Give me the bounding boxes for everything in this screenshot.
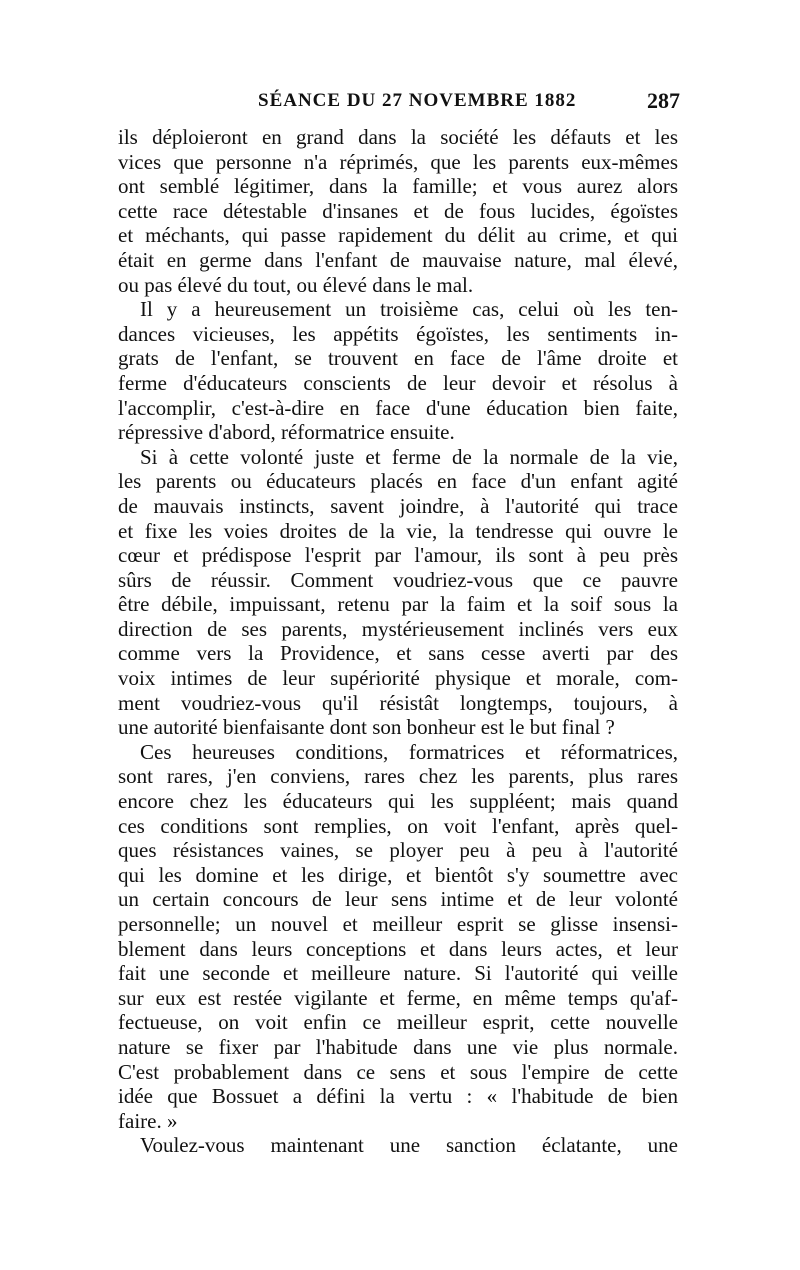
text-line: voix intimes de leur supériorité physique et morale, com- xyxy=(118,666,678,691)
running-head xyxy=(120,88,680,118)
text-line: Ces heureuses conditions, formatrices et réformatrices, xyxy=(140,739,678,764)
text-line: personnelle; un nouvel et meilleur esprit se glisse insensi- xyxy=(118,912,678,936)
text-line: vices que personne n'a réprimés, que les parents eux-mêmes xyxy=(118,149,678,174)
text-line: comme vers la Providence, et sans cesse averti par des xyxy=(118,641,678,666)
text-line: faire. » xyxy=(118,1108,178,1133)
text-line: encore chez les éducateurs qui les suppléent; mais quand xyxy=(118,789,678,814)
text-line: les parents ou éducateurs placés en face d'un enfant agité xyxy=(118,469,678,494)
text-line: être débile, impuissant, retenu par la faim et la soif sous la xyxy=(118,592,678,617)
text-line: l'accomplir, c'est-à-dire en face d'une éducation bien faite, xyxy=(118,395,678,420)
text-line: ils déploieront en grand dans la société les défauts et les xyxy=(118,125,678,149)
text-line: blement dans leurs conceptions et dans leurs actes, et leur xyxy=(118,936,678,961)
text-line: ferme d'éducateurs conscients de leur devoir et résolus à xyxy=(118,370,678,395)
text-line: ces conditions sont remplies, on voit l'enfant, après quel- xyxy=(118,813,678,838)
text-line: de mauvais instincts, savent joindre, à l'autorité qui trace xyxy=(118,493,678,518)
running-title: SÉANCE DU 27 NOVEMBRE 1882 xyxy=(258,90,577,111)
text-line: un certain concours de leur sens intime et de leur volonté xyxy=(118,887,678,912)
text-line: ques résistances vaines, se ployer peu à peu à l'autorité xyxy=(118,838,678,863)
text-line: ont semblé légitimer, dans la famille; et vous aurez alors xyxy=(118,174,678,199)
text-line: qui les domine et les dirige, et bientôt s'y soumettre avec xyxy=(118,862,678,887)
text-line: et méchants, qui passe rapidement du délit au crime, et qui xyxy=(118,223,678,248)
text-line: répressive d'abord, réformatrice ensuite. xyxy=(118,420,455,445)
text-line: fait une seconde et meilleure nature. Si l'autorité qui veille xyxy=(118,961,678,986)
text-line: grats de l'enfant, se trouvent en face de l'âme droite et xyxy=(118,346,678,371)
text-line: sûrs de réussir. Comment voudriez-vous que ce pauvre xyxy=(118,567,678,592)
text-line: Si à cette volonté juste et ferme de la normale de la vie, xyxy=(140,444,678,469)
body-text xyxy=(118,125,678,1158)
text-line: Voulez-vous maintenant une sanction éclatante, une xyxy=(140,1133,678,1158)
text-line: cœur et prédispose l'esprit par l'amour, ils sont à peu près xyxy=(118,543,678,568)
text-line: était en germe dans l'enfant de mauvaise nature, mal élevé, xyxy=(118,247,678,272)
text-line: sont rares, j'en conviens, rares chez les parents, plus rares xyxy=(118,764,678,789)
text-line: et fixe les voies droites de la vie, la tendresse qui ouvre le xyxy=(118,518,678,543)
text-line: idée que Bossuet a défini la vertu : « l'habitude de bien xyxy=(118,1084,678,1109)
text-line: direction de ses parents, mystérieusement inclinés vers eux xyxy=(118,616,678,641)
text-line: fectueuse, on voit enfin ce meilleur esprit, cette nouvelle xyxy=(118,1010,678,1035)
text-line: nature se fixer par l'habitude dans une vie plus normale. xyxy=(118,1034,678,1059)
text-line: cette race détestable d'insanes et de fous lucides, égoïstes xyxy=(118,198,678,223)
text-line: sur eux est restée vigilante et ferme, en même temps qu'af- xyxy=(118,985,678,1010)
text-line: une autorité bienfaisante dont son bonheur est le but final ? xyxy=(118,715,615,740)
text-line: Il y a heureusement un troisième cas, celui où les ten- xyxy=(140,297,678,322)
text-line: dances vicieuses, les appétits égoïstes, les sentiments in- xyxy=(118,321,678,346)
page-number: 287 xyxy=(647,88,680,113)
text-line: ment voudriez-vous qu'il résistât longtemps, toujours, à xyxy=(118,690,678,715)
text-line: ou pas élevé du tout, ou élevé dans le mal. xyxy=(118,272,474,297)
text-line: C'est probablement dans ce sens et sous l'empire de cette xyxy=(118,1059,678,1084)
